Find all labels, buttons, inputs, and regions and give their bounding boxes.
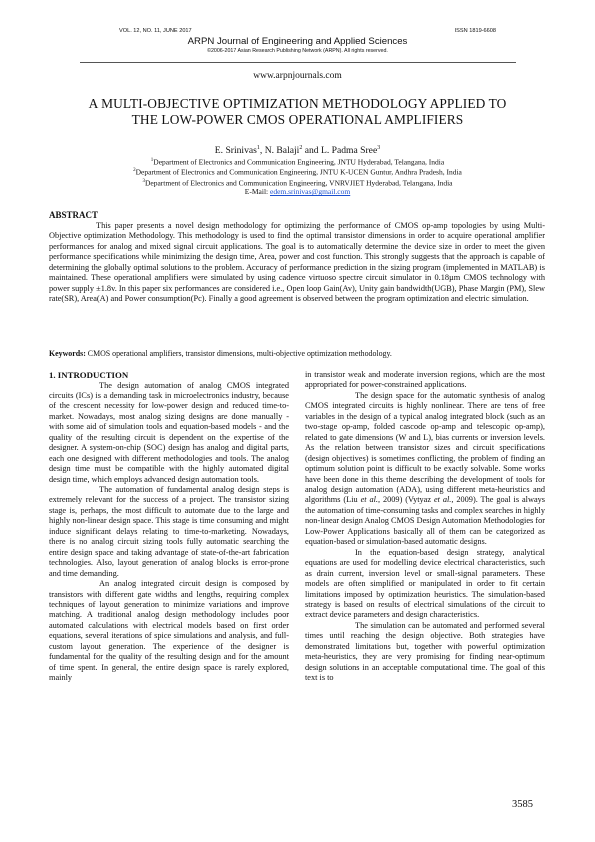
intro-paragraph: An analog integrated circuit design is composed by transistors with different gate widths and lengths, requiring complex techniques of layout generation to minimize variations and improve matching. A traditional analog design methodology includes poor automated calculations with electrical models based on first order equations, several iterations of spice simulations and analysis, and full-custom layout generation. The experience of the designer is fundamental for the quality of the resulting design and for the amount of time spent. In general, the entire design space is rarely explored, mainly: [49, 579, 289, 683]
paragraph-text: , 2009) (Vytyaz: [378, 495, 434, 505]
author-separator: ,: [259, 145, 265, 157]
author-2-affil: 2: [299, 145, 303, 151]
affiliation-2: [0, 167, 595, 177]
intro-paragraph: The automation of fundamental analog design steps is extremely relevant for the success of a project. The transistor sizing stage is, perhaps, the most difficult to automate due to the large and highly non-linear design space. This stage is time consuming and might induce significant delays relating to time-to-marketing. Nowadays, there is no analog circuit sizing tools fully automatic searching the entire design space and taking advantage of state-of-the-art fabrication technologies. Also, layout generation of analog blocks is error-prone and time demanding.: [49, 485, 289, 578]
intro-paragraph: The simulation can be automated and performed several times until reaching the design objective. Both strategies have demonstrated limitations but, together with powerful optimization meta-heuristics, they are very promising for finding near-optimum design solutions in an acceptable computational time. The goal of this text is to: [305, 620, 545, 683]
author-1: E. Srinivas: [214, 145, 257, 157]
journal-website[interactable]: www.arpnjournals.com: [253, 71, 342, 81]
author-list: [0, 145, 595, 156]
paper-title: [50, 96, 545, 128]
keywords-label: Keywords:: [49, 349, 86, 358]
affiliation-marker: 1: [150, 158, 154, 163]
affiliations: [0, 157, 595, 197]
author-separator: and: [302, 145, 321, 157]
keywords-text: CMOS operational amplifiers, transistor dimensions, multi-objective optimization methodology.: [85, 349, 392, 358]
citation-etal: et al.: [433, 495, 452, 505]
left-column: [49, 370, 289, 684]
paragraph-text: The design space for the automatic synthesis of analog CMOS integrated circuits is highly nonlinear. There are tens of free variables in the design of a typical analog integrated block (such as an two-stage op-amp, folded cascode op-amp and telescopic op-amp), related to gate dimensions (W and L), bias currents or inversion levels. As the relation between transistor sizes and circuit specifications (design objectives) is sometimes conflicting, the problem of finding an optimum solution point is difficult to be exactly solvable. Some works have been done in this theme describing the development of tools for analog design automation (ADA), using different meta-heuristics and algorithms (Liu: [305, 390, 545, 505]
title-line-1: A MULTI-OBJECTIVE OPTIMIZATION METHODOLOGY APPLIED TO: [88, 96, 507, 111]
page-number: 3585: [512, 799, 533, 810]
section-heading-introduction: 1. INTRODUCTION: [49, 370, 129, 380]
paragraph-text: , 2009). The goal is always the automation of time-consuming tasks and complex searches in highly non-linear design Analog CMOS Design Automation Methodologies for Low-Power Applications basically all of them can be categorized as equation-based or simulation-based automatic designs.: [305, 495, 545, 547]
affiliation-text: Department of Electronics and Communication Engineering, JNTU K-UCEN Guntur, Andhra Pradesh, India: [135, 167, 462, 177]
keywords: [49, 349, 545, 358]
header-divider: [80, 62, 516, 63]
citation-etal: et al.: [360, 495, 378, 505]
abstract-heading: ABSTRACT: [49, 210, 99, 220]
abstract-text: This paper presents a novel design methodology for optimizing the performance of CMOS op-amp topologies by using Multi-Objective optimization Methodology. This methodology is used to find the optimal transistor dimensions in order to acquire operational amplifier performances for analog and mixed signal circuit applications. The goal is to automatically determine the device size in order to meet the given performance specifications while minimizing the design time, Area, power and cost function. This strongly suggests that the approach is capable of determining the globally optimal solutions to the problem. Accuracy of performance prediction in the sizing program (implemented in MATLAB) is maintained. These operational amplifiers were simulated by using cadence virtuoso spectre circuit simulator in 0.18µm CMOS technology with power supply ±1.8v. In this paper six performances are considered i.e., Open loop Gain(Av), Unity gain bandwidth(UGB), Phase Margin (PM), Slew rate(SR), Area(A) and Power consumption(Pc). Finally a good agreement is observed between the program optimization and electric simulation.: [49, 221, 545, 304]
email-label: E-Mail:: [244, 187, 270, 197]
email-link[interactable]: edem.srinivas@gmail.com: [269, 187, 351, 197]
intro-paragraph-continued: in transistor weak and moderate inversion regions, which are the most appropriated for power-constrained applications.: [305, 370, 545, 390]
email-line: [0, 188, 595, 197]
intro-paragraph: The design automation of analog CMOS integrated circuits (ICs) is a demanding task in microelectronics industry, because of the crescent necessity for low-power design and reduced time-to-market. Nowadays, most analog sizing designs are done manually - with some aid of simulation tools and equation-based models - and the quality of the resulting circuit is dependent on the expertise of the designer. A system-on-chip (SOC) design has analog and digital parts, each one designed with different methodologies and tools. The analog design time must be compatible with the highly automated digital design time, which employs advanced design automation tools.: [49, 380, 289, 484]
intro-paragraph: In the equation-based design strategy, analytical equations are used for modelling device electrical characteristics, such as drain current, inversion level or small-signal parameters. These models are often simplified or manipulated in order to fit certain limitations imposed by optimization heuristics. The simulation-based strategy is based on results of electrical simulations of the circuit to extract device parameters and design characteristics.: [305, 547, 545, 620]
affiliation-1: [0, 157, 595, 167]
affiliation-marker: 2: [133, 168, 136, 174]
author-1-affil: 1: [256, 145, 260, 151]
intro-paragraph: [305, 391, 545, 548]
author-3: L. Padma Sree: [320, 145, 378, 157]
affiliation-text: Department of Electronics and Communication Engineering, VNRVJIET Hyderabad, Telangana, India: [144, 178, 453, 188]
copyright-notice: ©2006-2017 Asian Research Publishing Network (ARPN). All rights reserved.: [207, 48, 388, 54]
volume-info: VOL. 12, NO. 11, JUNE 2017: [119, 28, 192, 34]
right-column: [305, 370, 545, 684]
author-3-affil: 3: [377, 145, 381, 151]
affiliation-text: Department of Electronics and Communication Engineering, JNTU Hyderabad, Telangana, India: [153, 157, 445, 167]
issn: ISSN 1819-6608: [454, 28, 496, 34]
affiliation-marker: 3: [142, 178, 145, 184]
title-line-2: THE LOW-POWER CMOS OPERATIONAL AMPLIFIERS: [131, 112, 464, 127]
author-2: N. Balaji: [264, 145, 300, 157]
journal-title: ARPN Journal of Engineering and Applied Sciences: [187, 36, 408, 47]
